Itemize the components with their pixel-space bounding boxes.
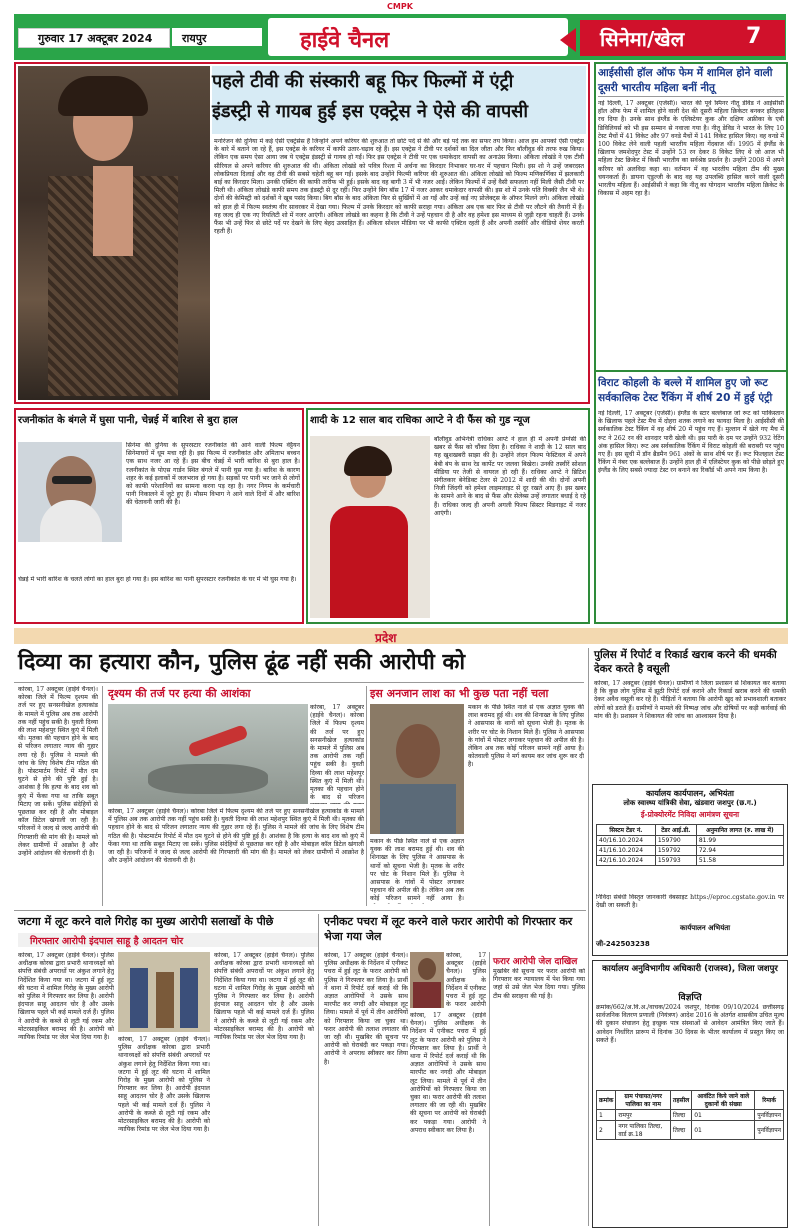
pachra-shirt [413, 982, 441, 1008]
pachra-photo [410, 952, 444, 1008]
notice-title-2: विज्ञप्ति [678, 993, 702, 1003]
divya-photo [108, 704, 308, 804]
tender-cell: 72.94 [696, 846, 783, 856]
page-number: 7 [746, 24, 762, 49]
tender-cell: 42/16.10.2024 [597, 856, 656, 866]
section-title: प्रदेश [375, 631, 397, 645]
rajini-photo [18, 442, 122, 542]
police-headline: पुलिस में रिपोर्ट व रिकार्ड खराब करने की धमकी देकर करते है वसूली [594, 649, 777, 675]
notice-cell: नगर पालिका तिल्दा, वार्ड क्र.18 [616, 1121, 671, 1140]
notice-table-wrap [596, 1090, 784, 1140]
divya-divider [14, 682, 584, 683]
top-logo: CMPK [387, 2, 413, 11]
gang-headline: जटगा में लूट करने वाले गिरोह का मुख्य आरोपी सलाखों के पीछे [18, 915, 274, 928]
lead-photo-neck [93, 166, 133, 256]
divya-photo-body [187, 724, 248, 758]
rajini-glasses [52, 476, 92, 484]
gang-subhead: गिरफ्तार आरोपी इंदपाल साहू है आदतन चोर [30, 936, 184, 947]
police-body: कोरबा, 17 अक्टूबर (हाईवे चैनल)। ग्रामीणों ने जिला प्रशासन से शिकायत कर बताया है कि कुछ लोग पुलिस में झूठी रिपोर्ट दर्ज कराने और रिकार्ड खराब करने की धमकी देकर अवैध वसूली कर रहे हैं। पीड़ितों ने बताया कि आरोपी खुद को प्रभावशाली बताकर लोगों को डराते हैं। ग्रामीणों ने मामले की निष्पक्ष जांच और दोषियों पर कड़ी कार्रवाई की मांग की है। प्रशासन ने शिकायत की जांच का आश्वासन दिया है। [594, 680, 786, 720]
rajini-headline: रजनीकांत के बंगले में घुसा पानी, चेन्नई में बारिश से बुरा हाल [18, 415, 238, 426]
rajini-beard [40, 500, 102, 542]
ajnabi-face [396, 724, 440, 778]
bottom-divider [14, 910, 586, 911]
divya-photo-ground [148, 764, 268, 794]
notice-col-1: क्रमांक [597, 1091, 616, 1110]
ajnabi-col-sep [366, 686, 367, 906]
lead-headline-2: इंडस्ट्री से गायब हुई इस एक्ट्रेस ने ऐसे की वापसी [212, 101, 529, 122]
table-row [597, 1110, 784, 1121]
notice-title-1: कार्यालय अनुविभागीय अधिकारी (राजस्व), जिला जशपुर [602, 964, 778, 974]
gang-photo [118, 952, 210, 1032]
tender-title-2: लोक स्वास्थ्य यांत्रिकी सेवा, खंडवारा जशपुर (छ.ग.) [623, 799, 757, 807]
kohli-headline: विराट कोहली के बल्ले में शामिल हुए जो रूट सर्वकालिक टेस्ट रैंकिंग में शीर्ष 20 में हुई एंट्री [598, 377, 773, 404]
table-row [597, 856, 784, 866]
notice-col-4: आवंटित किये जाने वाले दुकानों की संख्या [692, 1091, 755, 1110]
divya-headline: दिव्या का हत्यारा कौन, पुलिस ढूंढ नहीं सकी आरोपी को [18, 650, 466, 675]
tender-table-wrap [596, 824, 784, 866]
ajnabi-shirt [380, 784, 456, 834]
rajini-body: सिनेमा की दुनिया के सुपरस्टार रजनीकांत की आने वाली फिल्म वेट्टैयन सिनेमाघरों में धूम मचा रही है। इस फिल्म में रजनीकांत और अमिताभ बच्चन एक साथ नजर आ रहे हैं। इस बीच चेन्नई में भारी बारिश से बुरा हाल है। रजनीकांत के पोएस गार्डन स्थित बंगले में पानी घुस गया है। बारिश के कारण शहर के कई इलाकों में जलभराव हो गया है। सड़कों पर पानी भर जाने से लोगों को काफी परेशानियों का सामना करना पड़ रहा है। नगर निगम के कर्मचारी पानी निकालने में जुटे हुए हैं। मौसम विभाग ने आने वाले दिनों में और बारिश की चेतावनी जारी की है। [126, 442, 300, 507]
gang-photo-person-2 [156, 972, 174, 1028]
neetu-body: नई दिल्ली, 17 अक्टूबर (एजेंसी)। भारत की पूर्व स्पिनर नीतू डेविड ने आईसीसी हॉल ऑफ फेम में शामिल होने वाली देश की दूसरी महिला क्रिकेटर बनकर इतिहास रच दिया है। उनके साथ इंग्लैंड के एलिस्टेयर कुक और दक्षिण अफ्रीका के एबी डिविलियर्स को भी इस सम्मान से नवाजा गया है। नीतू डेविड ने भारत के लिए 10 टेस्ट मैचों में 41 विकेट और 97 वनडे मैचों में 141 विकेट हासिल किए। वह वनडे में 100 विकेट लेने वाली पहली भारतीय महिला गेंदबाज थीं। 1995 में इंग्लैंड के खिलाफ जमशेदपुर टेस्ट में उन्होंने 53 रन देकर 8 विकेट लिए थे जो आज भी महिला टेस्ट क्रिकेट में किसी भारतीय का सर्वश्रेष्ठ प्रदर्शन है। उन्होंने 2008 में अपने करियर को अलविदा कहा था। वर्तमान में वह भारतीय महिला टीम की मुख्य चयनकर्ता हैं। डायना एडुल्जी के बाद वह यह उपलब्धि हासिल करने वाली दूसरी भारतीय महिला हैं। आईसीसी ने कहा कि नीतू का योगदान भारतीय महिला क्रिकेट के विकास में अहम रहा है। [598, 100, 784, 198]
pachra-body: कोरबा, 17 अक्टूबर (हाईवे चैनल)। पुलिस अधीक्षक के निर्देशन में एनीकट पचरा में हुई लूट के फरार आरोपी को पुलिस ने गिरफ्तार कर लिया है। प्रार्थी ने थाना में रिपोर्ट दर्ज कराई थी कि अज्ञात आरोपियों ने उसके साथ मारपीट कर नगदी और मोबाइल लूट लिया। मामले में पूर्व में तीन आरोपियों को गिरफ्तार किया जा चुका था। फरार आरोपी की तलाश लगातार की जा रही थी। मुखबिर की सूचना पर आरोपी को घेराबंदी कर पकड़ा गया। आरोपी ने अपराध स्वीकार कर लिया है। [324, 952, 408, 1066]
tender-cell: 159792 [655, 846, 696, 856]
ajnabi-body: मकान के पीछे स्थित नाले से एक अज्ञात युवक की लाश बरामद हुई थी। शव की शिनाख्त के लिए पुलिस ने आसपास के थानों को सूचना भेजी है। मृतक के शरीर पर चोट के निशान मिले हैं। पुलिस ने आसपास के गांवों में पोस्टर लगाकर पहचान की अपील की है। लेकिन अब तक कोई परिजन सामने नहीं आया है। कोतवाली पुलिस ने मर्ग कायम कर जांच शुरू कर दी है। [468, 704, 584, 769]
notice-body: क्रमांक/662/अ.वि.अ./वाचक/2024 जशपुर, दिनांक 09/10/2024 छत्तीसगढ़ सार्वजनिक वितरण प्रणाली (नियंत्रण) आदेश 2016 के अंतर्गत शासकीय उचित मूल्य की दुकान संचालन हेतु इच्छुक पात्र संस्थाओं से आवेदन आमंत्रित किए जाते हैं। आवेदन निर्धारित प्रारूप में दिनांक 30 दिवस के भीतर कार्यालय में प्रस्तुत किए जा सकते हैं। [596, 1004, 784, 1044]
table-row [597, 1121, 784, 1140]
pachra-headline: एनीकट पचरा में लूट करने वाले फरार आरोपी को गिरफ्तार कर भेजा गया जेल [324, 915, 573, 943]
notice-cell: रामपुर [616, 1110, 671, 1121]
lead-headline-1: पहले टीवी की संस्कारी बहू फिर फिल्मों में एंट्री [212, 71, 514, 92]
jail-sep [489, 952, 490, 1226]
tender-cell: 40/16.10.2024 [597, 836, 656, 846]
masthead-paper-name: हाईवे चैनल [300, 28, 390, 53]
radhika-dress [330, 506, 408, 618]
tender-table [596, 824, 784, 866]
gang-body-3: कोरबा, 17 अक्टूबर (हाईवे चैनल)। पुलिस अधीक्षक कोरबा द्वारा प्रभारी थानाध्यक्षों को संपत्ति संबंधी अपराधों पर अंकुश लगाने हेतु निर्देशित किया गया था। जटगा में हुई लूट की घटना में शामिल गिरोह के मुख्य आरोपी को पुलिस ने गिरफ्तार कर लिया है। आरोपी इंदपाल साहू आदतन चोर है और उसके खिलाफ पहले भी कई मामले दर्ज हैं। पुलिस ने आरोपी के कब्जे से लूटी गई रकम और मोटरसाइकिल बरामद की है। आरोपी को न्यायिक रिमांड पर जेल भेज दिया गया है। [214, 952, 314, 1042]
notice-cell: 01 [692, 1121, 755, 1140]
tender-cell: 51.58 [696, 856, 783, 866]
gang-body-2: कोरबा, 17 अक्टूबर (हाईवे चैनल)। पुलिस अधीक्षक कोरबा द्वारा प्रभारी थानाध्यक्षों को संपत्ति संबंधी अपराधों पर अंकुश लगाने हेतु निर्देशित किया गया था। जटगा में हुई लूट की घटना में शामिल गिरोह के मुख्य आरोपी को पुलिस ने गिरफ्तार कर लिया है। आरोपी इंदपाल साहू आदतन चोर है और उसके खिलाफ पहले भी कई मामले दर्ज हैं। पुलिस ने आरोपी के कब्जे से लूटी गई रकम और मोटरसाइकिल बरामद की है। आरोपी को न्यायिक रिमांड पर जेल भेज दिया गया है। [118, 1036, 210, 1134]
notice-cell: 01 [692, 1110, 755, 1121]
pachra-face [418, 958, 436, 980]
radhika-headline: शादी के 12 साल बाद राधिका आप्टे ने दी फैंस को गुड न्यूज [310, 415, 530, 426]
ajnabi-photo [370, 704, 464, 834]
tender-num: जी-242503238 [596, 940, 650, 948]
radhika-body: बॉलीवुड अभिनेत्री राधिका आप्टे ने हाल ही में अपनी प्रेग्नेंसी की खबर से फैंस को चौंका दिया है। राधिका ने शादी के 12 साल बाद यह खुशखबरी साझा की है। उन्होंने लंदन फिल्म फेस्टिवल में अपने बेबी बंप के साथ रेड कार्पेट पर जलवा बिखेरा। उनकी तस्वीरें सोशल मीडिया पर तेजी से वायरल हो रही हैं। राधिका आप्टे ने ब्रिटिश संगीतकार बेनेडिक्ट टेलर से 2012 में शादी की थी। दोनों अपनी निजी जिंदगी को हमेशा लाइमलाइट से दूर रखते आए हैं। इस खबर के सामने आने के बाद से फैंस और सेलेब्स उन्हें लगातार बधाई दे रहे हैं। राधिका जल्द ही अपनी अगली फिल्म सिस्टर मिडनाइट में नजर आएंगी। [434, 436, 586, 517]
rajini-caption: चेन्नई में भारी बारिश के चलते लोगों का हाल बुरा हो गया है। इस बारिश का पानी सुपरस्टार रजनीकांत के घर में भी घुस गया है। [18, 576, 297, 583]
kohli-divider [596, 370, 786, 372]
masthead-arrow-icon [560, 28, 576, 52]
jail-body: मुखबिर की सूचना पर फरार आरोपी को गिरफ्तार कर न्यायालय में पेश किया गया जहां से उसे जेल भेज दिया गया। पुलिस टीम की सराहना की गई है। [493, 968, 585, 1000]
divya-col-sep [102, 686, 103, 906]
tender-cell: 159793 [655, 856, 696, 866]
lead-photo [18, 66, 210, 400]
tender-footer: निविदा संबंधी विस्तृत जानकारी वेबसाइट https://eproc.cgstate.gov.in पर देखी जा सकती है। [596, 894, 784, 910]
tender-title-1: कार्यालय कार्यपालन, अभियंता [645, 789, 735, 798]
divya-subhead: दृश्यम की तर्ज पर हत्या की आशंका [108, 687, 251, 700]
divya-body-2: कोरबा, 17 अक्टूबर (हाईवे चैनल)। कोरबा जिले में फिल्म दृश्यम की तर्ज पर हुए सनसनीखेज हत्याकांड के मामले में पुलिस अब तक आरोपी तक नहीं पहुंच सकी है। युवती दिव्या की लाश महेशपुर स्थित कुएं में मिली थी। मृतका की पहचान होने के बाद से परिजन [310, 704, 364, 802]
notice-cell: पुनर्विज्ञापन [755, 1110, 784, 1121]
ajnabi-headline: इस अनजान लाश का भी कुछ पता नहीं चला [370, 687, 549, 700]
lead-body: मनोरंजन की दुनिया में कई ऐसी एक्ट्रेसेस हैं जिन्होंने अपने करियर की शुरुआत तो छोटे पर्दे से की और बड़े पर्दे तक का सफर तय किया। आज हम आपको ऐसी एक्ट्रेस के बारे में बताने जा रहे हैं, इस एक्ट्रेस के करियर में काफी उतार-चढ़ाव रहे हैं। इस एक्ट्रेस ने टीवी पर दर्शकों का दिल जीता और फिर बॉलीवुड की तरफ रुख किया। लेकिन एक समय ऐसा आया जब ये एक्ट्रेस इंडस्ट्री से गायब हो गईं। फिर इस एक्ट्रेस ने टीवी पर एक धमाकेदार वापसी का अनाउंस किया। अंकिता लोखंडे ने एक टीवी सीरियल से अपने करियर की शुरुआत की थी। अंकिता लोखंडे को पवित्र रिश्ता में अर्चना का किरदार निभाकर घर-घर में पहचान मिली। इस शो ने उन्हें जबरदस्त लोकप्रियता दिलाई और वह टीवी की सबसे चहेती बहू बन गईं। इसके बाद उन्होंने फिल्मी करियर की शुरुआत की। अंकिता लोखंडे को फिल्म मणिकर्णिका में झलकारी बाई का किरदार मिला। उनकी एक्टिंग की काफी तारीफ भी हुई। इसके बाद वह बागी 3 में भी नजर आईं। लेकिन फिल्मों में उन्हें वैसी सफलता नहीं मिली जैसी टीवी पर मिली थी। अंकिता लोखंडे काफी समय तक इंडस्ट्री से दूर रहीं। फिर उन्होंने बिग बॉस 17 में नजर आकर धमाकेदार वापसी की। इस शो में उनके पति विक्की जैन भी थे। दोनों की केमिस्ट्री को दर्शकों ने खूब पसंद किया। बिग बॉस के बाद अंकिता फिर से सुर्खियों में आ गईं और उन्हें कई नए प्रोजेक्ट्स के ऑफर मिलने लगे। अंकिता लोखंडे को हाल ही में फिल्म स्वतंत्र्य वीर सावरकर में देखा गया। फिल्म में उनके किरदार को काफी सराहा गया। अंकिता अब एक बार फिर से टीवी पर लौटने की तैयारी में हैं। वह जल्द ही एक नए रियलिटी शो में नजर आएंगी। अंकिता लोखंडे का कहना है कि टीवी ने उन्हें पहचान दी है और वह हमेशा इस माध्यम से जुड़ी रहना चाहती हैं। उनके फैंस भी उन्हें फिर से छोटे पर्दे पर देखने के लिए बेहद उत्साहित हैं। अंकिता सोशल मीडिया पर भी काफी एक्टिव रहती हैं और अपनी तस्वीरें और वीडियो शेयर करती रहती हैं। [214, 138, 584, 236]
tender-sign: कार्यपालन अभियंता [680, 924, 731, 932]
notice-col-3: तहसील [670, 1091, 691, 1110]
ajnabi-body-2: मकान के पीछे स्थित नाले से एक अज्ञात युवक की लाश बरामद हुई थी। शव की शिनाख्त के लिए पुलिस ने आसपास के थानों को सूचना भेजी है। मृतक के शरीर पर चोट के निशान मिले हैं। पुलिस ने आसपास के गांवों में पोस्टर लगाकर पहचान की अपील की है। लेकिन अब तक कोई परिजन सामने नहीं आया है। [370, 838, 464, 903]
masthead-city: रायपुर [182, 32, 207, 45]
divya-body: कोरबा, 17 अक्टूबर (हाईवे चैनल)। कोरबा जिले में फिल्म दृश्यम की तर्ज पर हुए सनसनीखेज हत्याकांड के मामले में पुलिस अब तक आरोपी तक नहीं पहुंच सकी है। युवती दिव्या की लाश महेशपुर स्थित कुएं में मिली थी। मृतका की पहचान होने के बाद से परिजन लगातार न्याय की गुहार लगा रहे हैं। पुलिस ने मामले की जांच के लिए विशेष टीम गठित की है। पोस्टमार्टम रिपोर्ट में मौत दम घुटने से होने की पुष्टि हुई है। आशंका है कि हत्या के बाद शव को कुएं में फेंका गया था ताकि सबूत मिटाए जा सकें। पुलिस संदेहियों से पूछताछ कर रही है और मोबाइल कॉल डिटेल खंगाली जा रही है। परिजनों ने जल्द से जल्द आरोपी की गिरफ्तारी की मांग की है। मामले को लेकर ग्रामीणों में आक्रोश है और उन्होंने आंदोलन की चेतावनी दी है। [18, 686, 98, 858]
masthead-section: सिनेमा/खेल [600, 27, 685, 51]
pachra-body-2: कोरबा, 17 अक्टूबर (हाईवे चैनल)। पुलिस अधीक्षक के निर्देशन में एनीकट पचरा में हुई लूट के फरार आरोपी [446, 952, 486, 1008]
masthead-date: गुरुवार 17 अक्टूबर 2024 [38, 32, 153, 45]
tender-title-3: ई-प्रोक्योरमेंट निविदा आमंत्रण सूचना [640, 810, 740, 819]
tender-col-1: सिस्टम टेंडर नं. [597, 825, 656, 836]
notice-cell: पुनर्विज्ञापन [755, 1121, 784, 1140]
radhika-hair [344, 446, 392, 476]
radhika-photo [310, 436, 430, 618]
gang-body: कोरबा, 17 अक्टूबर (हाईवे चैनल)। पुलिस अधीक्षक कोरबा द्वारा प्रभारी थानाध्यक्षों को संपत्ति संबंधी अपराधों पर अंकुश लगाने हेतु निर्देशित किया गया था। जटगा में हुई लूट की घटना में शामिल गिरोह के मुख्य आरोपी को पुलिस ने गिरफ्तार कर लिया है। आरोपी इंदपाल साहू आदतन चोर है और उसके खिलाफ पहले भी कई मामले दर्ज हैं। पुलिस ने आरोपी के कब्जे से लूटी गई रकम और मोटरसाइकिल बरामद की है। आरोपी को न्यायिक रिमांड पर जेल भेज दिया गया है। [18, 952, 114, 1042]
notice-cell: 1 [597, 1110, 616, 1121]
tender-cell: 159790 [655, 836, 696, 846]
gang-photo-person-1 [130, 968, 148, 1028]
notice-col-5: रिमार्क [755, 1091, 784, 1110]
tender-cell: 41/16.10.2024 [597, 846, 656, 856]
kohli-body: नई दिल्ली, 17 अक्टूबर (एजेंसी)। इंग्लैंड के स्टार बल्लेबाज जो रूट को पाकिस्तान के खिलाफ पहले टेस्ट मैच में दोहरा शतक लगाने का फायदा मिला है। आईसीसी की सर्वकालिक टेस्ट रैंकिंग में वह शीर्ष 20 में पहुंच गए हैं। मुल्तान में खेले गए मैच में रूट ने 262 रन की शानदार पारी खेली थी। इस पारी के दम पर उन्होंने 932 रेटिंग अंक हासिल किए। रूट अब सर्वकालिक रैंकिंग में विराट कोहली की बराबरी पर पहुंच गए हैं। इस सूची में डॉन ब्रैडमैन 961 अंकों के साथ शीर्ष पर हैं। रूट फिलहाल टेस्ट रैंकिंग में नंबर एक बल्लेबाज हैं। उन्होंने हाल ही में एलिस्टेयर कुक को पीछे छोड़ते हुए इंग्लैंड के लिए सबसे ज्यादा टेस्ट रन बनाने का रिकॉर्ड भी अपने नाम किया है। [598, 410, 784, 475]
tender-cell: 81.99 [696, 836, 783, 846]
neetu-headline: आईसीसी हॉल ऑफ फेम में शामिल होने वाली दूसरी भारतीय महिला बनीं नीतू [598, 67, 773, 94]
section-bar [14, 628, 788, 644]
jail-headline: फरार आरोपी जेल दाखिल [493, 957, 578, 967]
tender-col-3: अनुमानित लागत (रु. लाख में) [696, 825, 783, 836]
pachra-body-3: कोरबा, 17 अक्टूबर (हाईवे चैनल)। पुलिस अधीक्षक के निर्देशन में एनीकट पचरा में हुई लूट के फरार आरोपी को पुलिस ने गिरफ्तार कर लिया है। प्रार्थी ने थाना में रिपोर्ट दर्ज कराई थी कि अज्ञात आरोपियों ने उसके साथ मारपीट कर नगदी और मोबाइल लूट लिया। मामले में पूर्व में तीन आरोपियों को गिरफ्तार किया जा चुका था। फरार आरोपी की तलाश लगातार की जा रही थी। मुखबिर की सूचना पर आरोपी को घेराबंदी कर पकड़ा गया। आरोपी ने अपराध स्वीकार कर लिया है। [410, 1012, 486, 1134]
divya-body-3: कोरबा, 17 अक्टूबर (हाईवे चैनल)। कोरबा जिले में फिल्म दृश्यम की तर्ज पर हुए सनसनीखेज हत्याकांड के मामले में पुलिस अब तक आरोपी तक नहीं पहुंच सकी है। युवती दिव्या की लाश महेशपुर स्थित कुएं में मिली थी। मृतका की पहचान होने के बाद से परिजन लगातार न्याय की गुहार लगा रहे हैं। पुलिस ने मामले की जांच के लिए विशेष टीम गठित की है। पोस्टमार्टम रिपोर्ट में मौत दम घुटने से होने की पुष्टि हुई है। आशंका है कि हत्या के बाद शव को कुएं में फेंका गया था ताकि सबूत मिटाए जा सकें। पुलिस संदेहियों से पूछताछ कर रही है और मोबाइल कॉल डिटेल खंगाली जा रही है। परिजनों ने जल्द से जल्द आरोपी की गिरफ्तारी की मांग की है। मामले को लेकर ग्रामीणों में आक्रोश है और उन्होंने आंदोलन की चेतावनी दी है। [108, 808, 364, 865]
notice-col-2: ग्राम पंचायत/नगर पालिका का नाम [616, 1091, 671, 1110]
lead-photo-hair [58, 76, 148, 116]
gang-photo-person-3 [180, 968, 198, 1028]
notice-cell: तिल्दा [670, 1110, 691, 1121]
right-col-sep [588, 648, 589, 1226]
pachra-sep [318, 914, 319, 1226]
notice-table [596, 1090, 784, 1140]
notice-cell: 2 [597, 1121, 616, 1140]
neetu-divider [598, 96, 784, 97]
notice-cell: तिल्दा [670, 1121, 691, 1140]
table-row [597, 836, 784, 846]
tender-col-2: टेंडर आई.डी. [655, 825, 696, 836]
table-row [597, 846, 784, 856]
